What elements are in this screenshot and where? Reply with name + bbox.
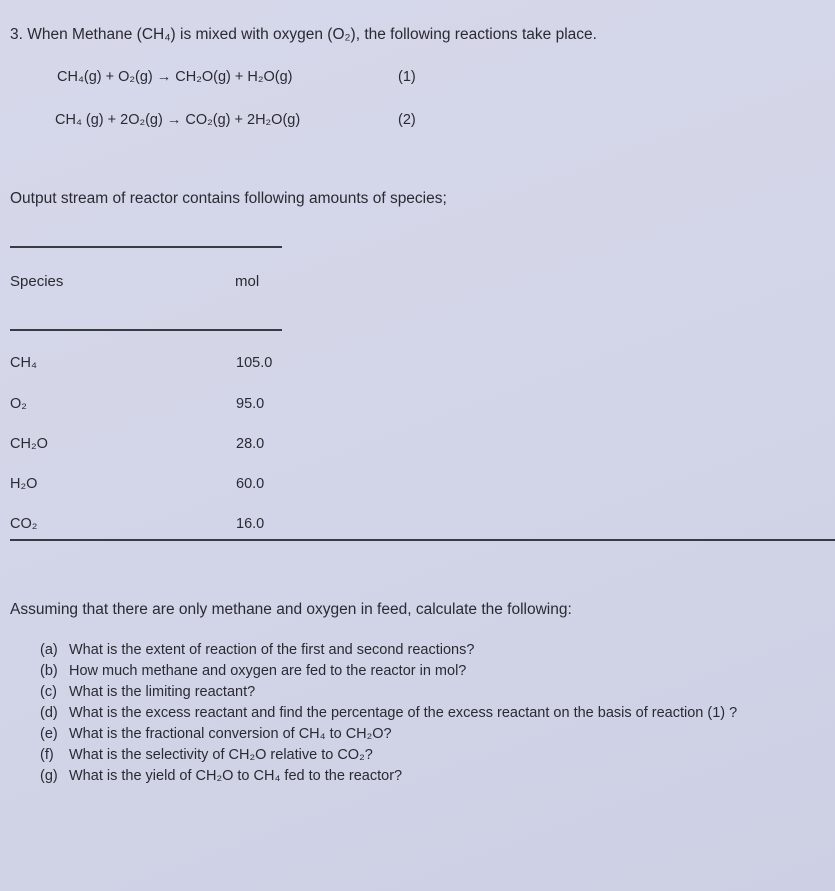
row-species: O₂ xyxy=(10,396,27,412)
list-item xyxy=(40,682,737,703)
list-item xyxy=(40,745,737,766)
problem-title: 3. When Methane (CH₄) is mixed with oxygen (O₂), the following reactions take place. xyxy=(10,26,597,43)
row-mol: 16.0 xyxy=(236,516,265,532)
question-text: What is the excess reactant and find the percentage of the excess reactant on the basis of reaction (1) ? xyxy=(69,705,738,721)
list-item xyxy=(40,703,737,724)
header-mol: mol xyxy=(235,273,260,290)
reaction-2-equation: CH₄ (g) + 2O₂(g) → CO₂(g) + 2H₂O(g) xyxy=(55,112,301,128)
question-label: (e) xyxy=(40,726,58,742)
row-species: H₂O xyxy=(10,476,38,492)
question-label: (a) xyxy=(40,642,58,658)
question-label: (f) xyxy=(40,747,54,763)
question-text: What is the extent of reaction of the first and second reactions? xyxy=(69,642,475,658)
question-text: How much methane and oxygen are fed to the reactor in mol? xyxy=(69,663,467,679)
question-text: What is the limiting reactant? xyxy=(69,684,256,700)
output-stream-intro: Output stream of reactor contains following amounts of species; xyxy=(10,190,447,207)
list-item xyxy=(40,640,737,661)
list-item xyxy=(40,724,737,745)
question-label: (b) xyxy=(40,663,58,679)
row-species: CO₂ xyxy=(10,516,38,532)
row-species: CH₂O xyxy=(10,436,48,452)
table-header-rule xyxy=(10,329,282,331)
header-species: Species xyxy=(10,273,64,290)
list-item xyxy=(40,766,737,787)
question-label: (g) xyxy=(40,768,58,784)
row-mol: 95.0 xyxy=(236,396,265,412)
question-text: What is the fractional conversion of CH₄ to CH₂O? xyxy=(69,726,392,742)
question-label: (c) xyxy=(40,684,57,700)
row-species: CH₄ xyxy=(10,355,37,371)
question-list xyxy=(40,640,737,787)
question-label: (d) xyxy=(40,705,58,721)
questions-intro: Assuming that there are only methane and oxygen in feed, calculate the following: xyxy=(10,601,572,618)
reaction-1-number: (1) xyxy=(398,69,416,85)
list-item xyxy=(40,661,737,682)
table-top-rule xyxy=(10,246,282,248)
row-mol: 28.0 xyxy=(236,436,265,452)
question-text: What is the yield of CH₂O to CH₄ fed to the reactor? xyxy=(69,768,403,784)
question-text: What is the selectivity of CH₂O relative to CO₂? xyxy=(69,747,373,763)
row-mol: 60.0 xyxy=(236,476,265,492)
row-mol: 105.0 xyxy=(236,355,273,371)
table-bottom-rule xyxy=(10,539,835,541)
reaction-2-number: (2) xyxy=(398,112,416,128)
reaction-1-equation: CH₄(g) + O₂(g) → CH₂O(g) + H₂O(g) xyxy=(57,69,293,85)
